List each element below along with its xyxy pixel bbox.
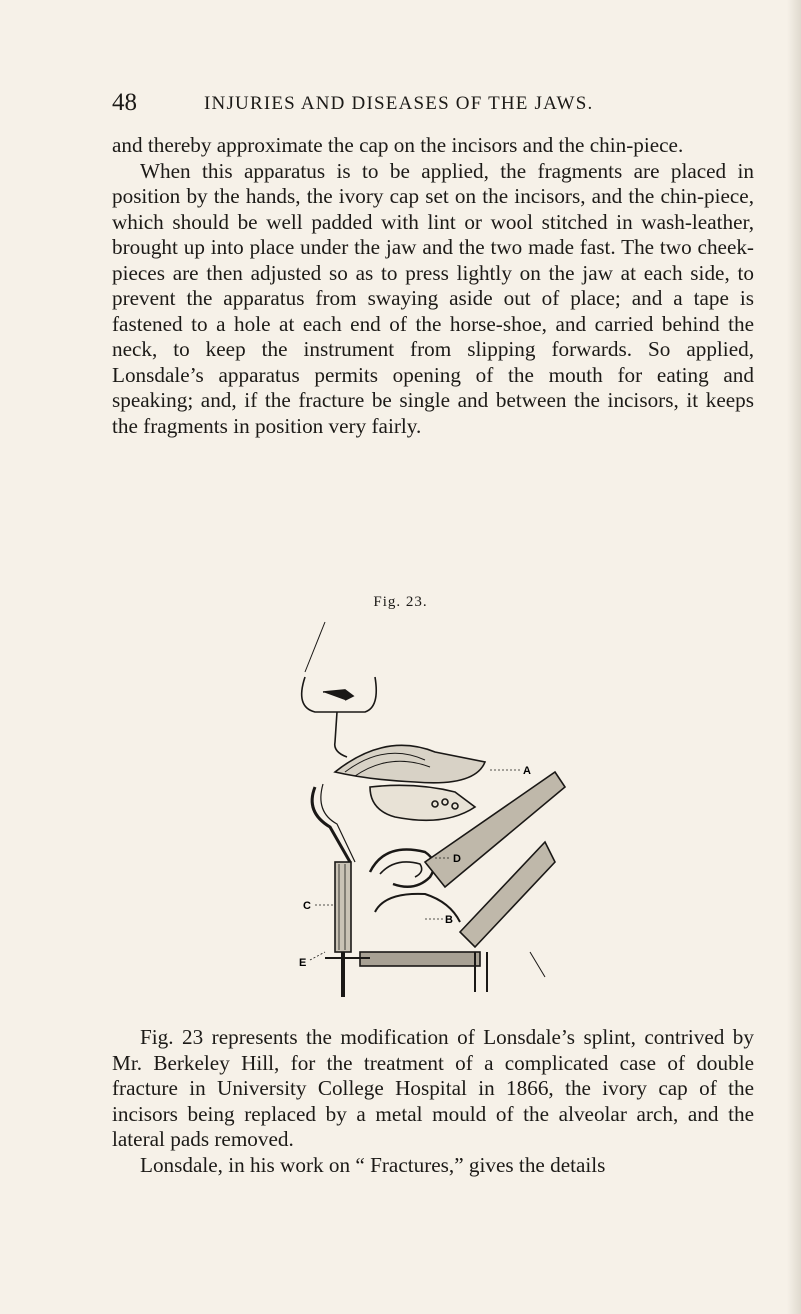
body-text-bottom bbox=[112, 1025, 754, 1178]
label-e: E bbox=[299, 957, 307, 969]
tape-line bbox=[305, 622, 325, 672]
vertical-post bbox=[335, 862, 351, 952]
running-title: INJURIES AND DISEASES OF THE JAWS. bbox=[204, 93, 594, 114]
tape-arrow bbox=[323, 690, 353, 700]
neck-rod bbox=[335, 712, 347, 757]
figure-caption: Fig. 23. bbox=[373, 594, 428, 610]
side-bar-left bbox=[312, 787, 350, 862]
paragraph-figure-description: Fig. 23 represents the modification of Lonsdale’s splint, contrived by Mr. Berkeley Hill, for the treatment of a complicated case of double fracture in University College Hospital in 1866, the ivory cap of the incisors being replaced by a metal mould of the alveolar arch, and the lateral pads removed. bbox=[112, 1025, 754, 1151]
strap-end-line bbox=[530, 952, 545, 977]
figure-23-illustration bbox=[275, 612, 575, 1012]
label-d: D bbox=[453, 853, 461, 865]
label-b: B bbox=[445, 914, 453, 926]
paragraph-lonsdale-work: Lonsdale, in his work on “ Fractures,” gives the details bbox=[140, 1152, 606, 1177]
alveolar-mould bbox=[370, 785, 475, 820]
page-header bbox=[112, 88, 672, 118]
chin-curl-outer bbox=[370, 850, 434, 887]
paragraph-continuation: and thereby approximate the cap on the incisors and the chin-piece. bbox=[112, 133, 684, 157]
page-edge-shadow bbox=[787, 0, 801, 1314]
label-c: C bbox=[303, 900, 311, 912]
paragraph-application: When this apparatus is to be applied, the fragments are placed in position by the hands, the ivory cap set on the incisors, and the chin-piece, which should be well padded with lint or wool stitched in wash-leather, brought up into place under the jaw and the two made fast. The two cheek-pieces are then adjusted so as to press lightly on the jaw at each side, to prevent the apparatus from swaying aside out of place; and a tape is fastened to a hole at each end of the horse-shoe, and carried behind the neck, to keep the instrument from slipping forwards. So applied, Lonsdale’s apparatus permits opening of the mouth for eating and speaking; and, if the fracture be single and between the incisors, it keeps the fragments in position very fairly. bbox=[112, 158, 754, 438]
label-a: A bbox=[523, 765, 531, 777]
page-number: 48 bbox=[112, 89, 137, 116]
leader-e bbox=[310, 952, 325, 960]
body-text-top bbox=[112, 133, 754, 439]
bottom-bar bbox=[360, 952, 480, 966]
chin-curl-inner bbox=[380, 862, 422, 877]
